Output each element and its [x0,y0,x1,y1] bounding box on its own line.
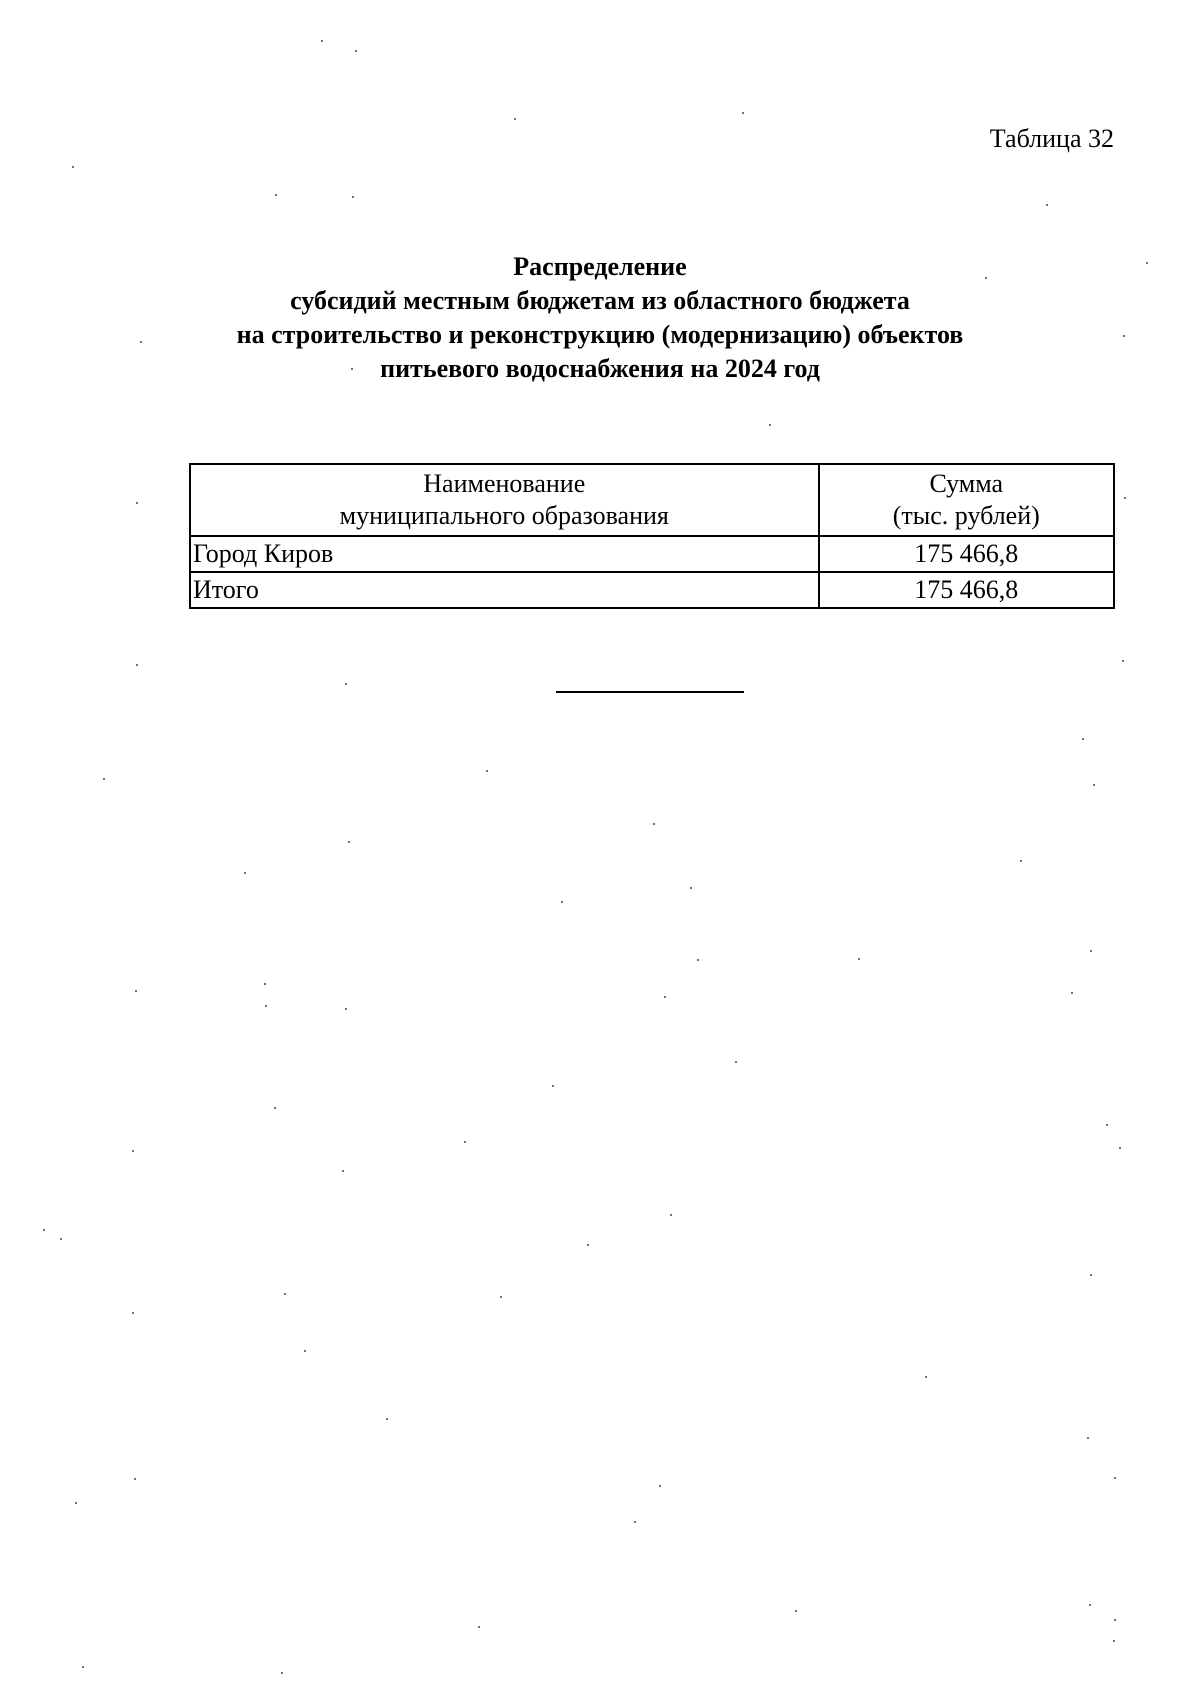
title-line-4: питьевого водоснабжения на 2024 год [380,354,820,383]
amount-cell: 175 466,8 [819,536,1114,572]
scan-speck [985,277,987,279]
scan-speck [653,823,655,825]
scan-speck [1089,1604,1091,1606]
title-line-2: субсидий местным бюджетам из областного бюджета [290,286,910,315]
scan-speck [342,1170,344,1172]
scan-speck [304,1350,306,1352]
scan-speck [1093,784,1095,786]
scan-speck [690,887,692,889]
scan-speck [1082,738,1084,740]
scan-speck [478,1626,480,1628]
total-row [190,572,1114,608]
scan-speck [464,1141,466,1143]
scan-speck [795,1610,797,1612]
scan-speck [587,1244,589,1246]
header-amount-line-2: (тыс. рублей) [892,501,1040,530]
scan-speck [351,368,353,370]
title-line-1: Распределение [513,252,687,281]
scan-speck [136,502,138,504]
scan-speck [82,1666,84,1668]
scan-speck [136,664,138,666]
scan-speck [561,901,563,903]
scan-speck [132,1150,134,1152]
scan-speck [1123,335,1125,337]
scan-speck [1124,497,1126,499]
scan-speck [135,990,137,992]
scan-speck [75,1502,77,1504]
scan-speck [1090,1274,1092,1276]
total-label-cell: Итого [190,572,819,608]
header-municipality-line-1: Наименование [423,469,586,498]
scan-speck [103,778,105,780]
scan-speck [1113,1640,1115,1642]
end-of-table-rule [556,691,744,693]
scan-speck [664,996,666,998]
scan-speck [348,841,350,843]
header-amount [819,464,1114,536]
municipality-cell: Город Киров [190,536,819,572]
subsidy-table [189,463,1115,609]
header-amount-line-1: Сумма [929,469,1004,498]
scan-speck [132,1312,134,1314]
scan-speck [244,872,246,874]
scan-speck [275,194,277,196]
scan-speck [552,1085,554,1087]
scan-speck [43,1229,45,1231]
total-amount-cell: 175 466,8 [819,572,1114,608]
scan-speck [670,1214,672,1216]
scan-speck [1020,860,1022,862]
scan-speck [1090,950,1092,952]
scan-speck [355,50,357,52]
scan-speck [265,1005,267,1007]
scan-speck [500,1296,502,1298]
scan-speck [264,983,266,985]
scan-speck [486,770,488,772]
scan-speck [284,1293,286,1295]
scan-speck [659,1485,661,1487]
table-row [190,536,1114,572]
scan-speck [514,118,516,120]
scan-speck [634,1521,636,1523]
table-number: Таблица 32 [989,124,1114,153]
table-header-row [190,464,1114,536]
scan-speck [72,166,74,168]
scan-speck [1114,1477,1116,1479]
scan-speck [274,1107,276,1109]
scan-speck [1114,1619,1116,1621]
scan-speck [134,1478,136,1480]
scan-speck [735,1061,737,1063]
scan-speck [925,1376,927,1378]
header-municipality-line-2: муниципального образования [339,501,669,530]
scan-speck [1106,1124,1108,1126]
scan-speck [321,40,323,42]
scan-speck [1146,262,1148,264]
scan-speck [345,1008,347,1010]
title-line-3: на строительство и реконструкцию (модернизацию) объектов [236,320,964,349]
scan-speck [1122,660,1124,662]
scan-speck [769,424,771,426]
scan-speck [345,683,347,685]
scan-speck [60,1238,62,1240]
scan-speck [697,959,699,961]
scan-speck [1046,204,1048,206]
scan-speck [352,196,354,198]
scan-speck [742,112,744,114]
scan-speck [1119,1147,1121,1149]
header-municipality [190,464,819,536]
document-title [0,250,1200,386]
scan-speck [1087,1437,1089,1439]
scan-speck [386,1418,388,1420]
scan-speck [140,341,142,343]
scan-speck [858,958,860,960]
scan-speck [1071,992,1073,994]
scan-speck [281,1672,283,1674]
